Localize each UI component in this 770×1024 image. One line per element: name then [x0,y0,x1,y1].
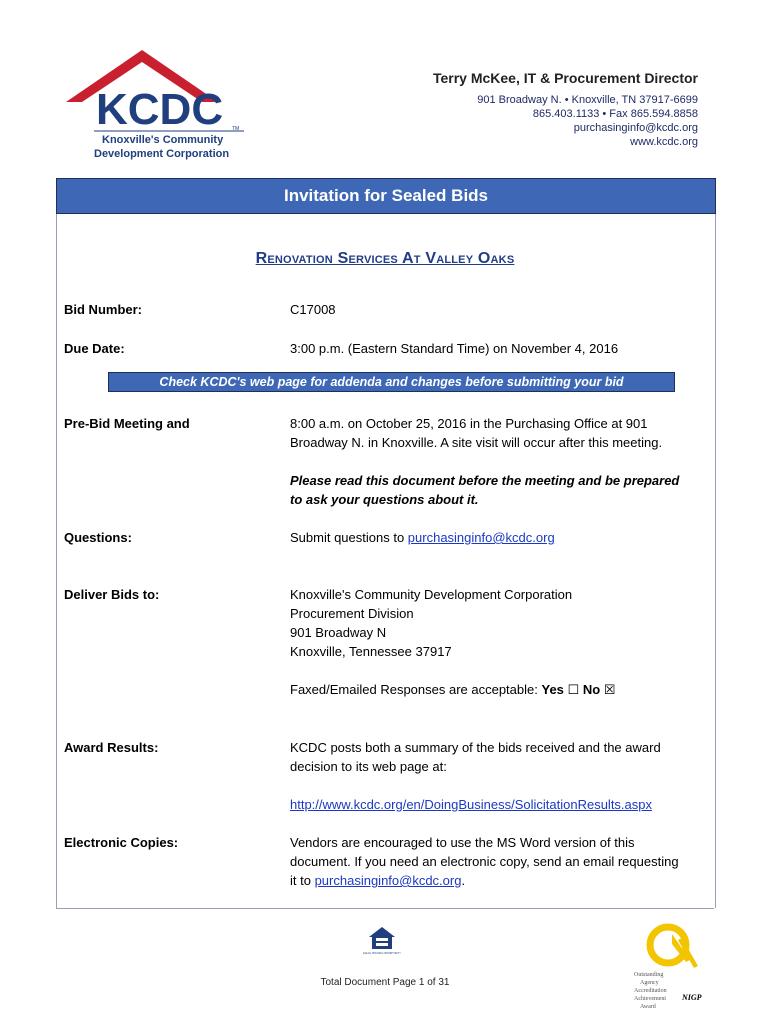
award-line-2: decision to its web page at: [290,759,447,774]
page-number: Total Document Page 1 of 31 [320,977,450,988]
contact-website[interactable]: www.kcdc.org [630,136,698,148]
kcdc-logo [62,44,262,169]
no-label: No [582,682,601,697]
bid-subject: Renovation Services At Valley Oaks [255,250,515,267]
electronic-post: . [461,873,466,888]
yes-checkbox[interactable]: ☐ [567,682,580,697]
logo-tm: TM [232,126,240,132]
prebid-line-1: 8:00 a.m. on October 25, 2016 in the Purchasing Office at 901 [290,416,648,431]
award-line-1: Outstanding [634,972,664,978]
bid-number-label: Bid Number: [64,302,142,317]
yes-label: Yes [541,682,564,697]
electronic-line-1: Vendors are encouraged to use the MS Word version of this [290,835,635,850]
award-line-5: Award [640,1004,656,1010]
award-line-4: Achievement [634,996,666,1002]
notice-text: Check KCDC's web page for addenda and changes before submitting your bid [159,375,624,389]
contact-phone: 865.403.1133 • Fax 865.594.8858 [532,108,698,120]
electronic-line-2: document. If you need an electronic copy, send an email requesting [290,854,679,869]
prebid-line-2: Broadway N. in Knoxville. A site visit will occur after this meeting. [290,435,663,450]
electronic-line-3 [290,871,465,890]
questions-email-link[interactable]: purchasinginfo@kcdc.org [407,530,555,545]
faxed-text: Faxed/Emailed Responses are acceptable: [290,682,538,697]
equal-housing-icon [363,925,401,955]
faxed-responses [290,680,615,699]
logo-sub-1: Knoxville's Community [102,134,224,146]
award-line-3: Accreditation [634,988,667,994]
questions-value [290,528,555,547]
prebid-label: Pre-Bid Meeting and [64,416,190,431]
equal-housing-text: EQUAL HOUSING OPPORTUNITY [363,952,401,955]
contact-name: Terry McKee, IT & Procurement Director [432,70,698,86]
award-badge: NIGP [682,993,702,1002]
award-line-1: KCDC posts both a summary of the bids received and the award [290,740,661,755]
logo-sub-2: Development Corporation [94,148,230,160]
contact-email[interactable]: purchasinginfo@kcdc.org [573,122,698,134]
deliver-label: Deliver Bids to: [64,587,160,602]
panel-bottom-rule [56,908,714,909]
deliver-line-3: 901 Broadway N [290,625,387,640]
electronic-pre: it to [290,873,315,888]
award-label: Award Results: [64,740,159,755]
contact-address: 901 Broadway N. • Knoxville, TN 37917-6699 [477,94,698,106]
logo-text: KCDC [96,85,224,134]
deliver-line-2: Procurement Division [290,606,414,621]
prebid-note-1: Please read this document before the meeting and be prepared [290,473,680,488]
questions-label: Questions: [64,530,132,545]
prebid-note-2: to ask your questions about it. [290,492,479,507]
deliver-line-1: Knoxville's Community Development Corporation [290,587,573,602]
electronic-email-link[interactable]: purchasinginfo@kcdc.org [314,873,462,888]
deliver-line-4: Knoxville, Tennessee 37917 [290,644,452,659]
due-date-label: Due Date: [64,341,125,356]
bid-number-value: C17008 [290,302,336,317]
document-title: Invitation for Sealed Bids [283,186,489,205]
results-url-link[interactable]: http://www.kcdc.org/en/DoingBusiness/SolicitationResults.aspx [290,797,653,812]
no-checkbox[interactable]: ☒ [603,682,616,697]
accreditation-award-logo [630,920,710,1015]
due-date-value: 3:00 p.m. (Eastern Standard Time) on November 4, 2016 [290,341,619,356]
questions-text: Submit questions to [290,530,408,545]
electronic-label: Electronic Copies: [64,835,179,850]
award-line-2: Agency [640,980,659,986]
